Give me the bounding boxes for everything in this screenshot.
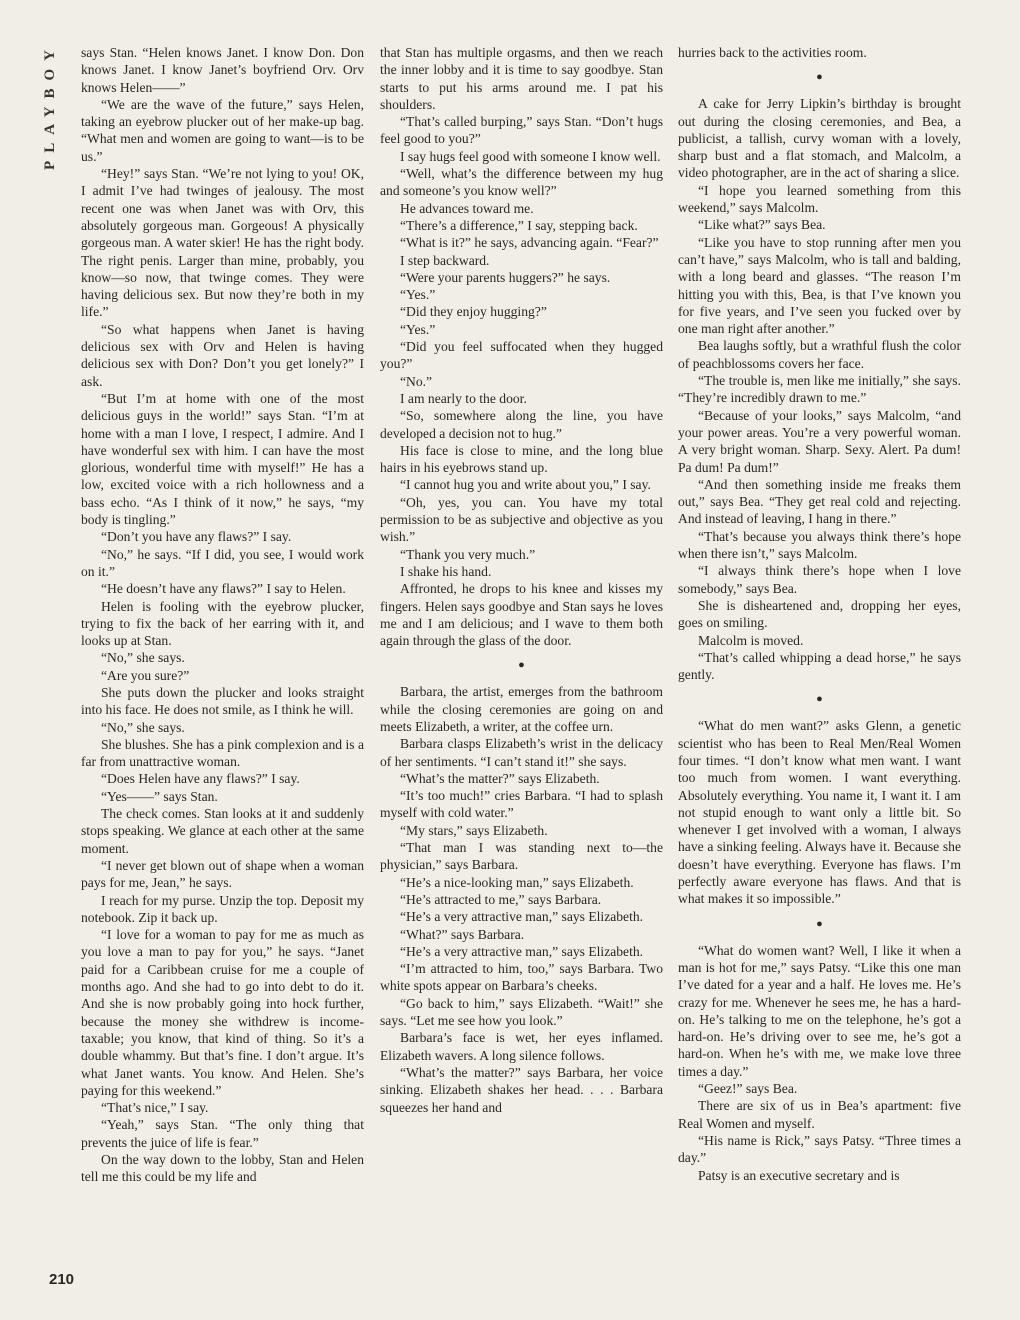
paragraph: She is disheartened and, dropping her eyes, goes on smiling. <box>678 597 961 631</box>
paragraph: “What’s the matter?” says Elizabeth. <box>400 770 600 786</box>
paragraph: “No,” she says. <box>101 650 185 666</box>
paragraph: “Thank you very much.” <box>400 546 536 562</box>
paragraph: “Like you have to stop running after men you can’t have,” says Malcolm, who is tall and balding, with a long beard and glasses. “The reason I’m hitting you with this, Bea, is that I’ve known you for five years, and I’ve seen you fucked over by one man right after another.” <box>678 234 961 337</box>
section-bullet: ● <box>518 659 525 672</box>
paragraph: “I cannot hug you and write about you,” I say. <box>400 477 651 493</box>
paragraph: Bea laughs softly, but a wrathful flush the color of peachblossoms covers her face. <box>678 338 961 371</box>
paragraph: “Did they enjoy hugging?” <box>400 304 547 320</box>
paragraph: “He’s a very attractive man,” says Elizabeth. <box>400 909 644 925</box>
paragraph: “Does Helen have any flaws?” I say. <box>101 771 300 787</box>
paragraph: “What do men want?” asks Glenn, a genetic scientist who has been to Real Men/Real Women four times. “I don’t know what men want. I want too much from women. I want everything. Absolutely everything. You name it, I want it. I am not stupid enough to want only a little bit. So whenever I get involved with a woman, I always have a sinking feeling. Always have it. Because she doesn’t have everything. Everyone has flaws. I’m perfectly aware everyone has flaws. And that is what makes it so impossible.” <box>678 718 961 907</box>
paragraph: “So, somewhere along the line, you have developed a decision not to hug.” <box>380 408 663 441</box>
paragraph: “The trouble is, men like me initially,” she says. “They’re incredibly drawn to me.” <box>678 373 961 406</box>
paragraph: “He doesn’t have any flaws?” I say to Helen. <box>101 581 346 597</box>
paragraph: “It’s too much!” cries Barbara. “I had to splash myself with cold water.” <box>380 788 663 821</box>
paragraph: Helen is fooling with the eyebrow plucker, trying to fix the back of her earring with it, and looks up at Stan. <box>81 598 364 649</box>
paragraph: “Were your parents huggers?” he says. <box>400 269 611 285</box>
paragraph: Patsy is an executive secretary and is <box>698 1167 900 1183</box>
magazine-name: PLAYBOY <box>42 42 58 170</box>
paragraph: that Stan has multiple orgasms, and then we reach the inner lobby and it is time to say goodbye. Stan starts to put his arms around me. I pat his shoulders. <box>380 45 663 112</box>
paragraph: Barbara clasps Elizabeth’s wrist in the delicacy of her sentiments. “I can’t stand it!” she says. <box>380 736 663 769</box>
paragraph: Malcolm is moved. <box>698 632 804 648</box>
paragraph: I reach for my purse. Unzip the top. Deposit my notebook. Zip it back up. <box>81 892 364 925</box>
paragraph: “Yes.” <box>400 321 436 337</box>
paragraph: “What is it?” he says, advancing again. “Fear?” <box>400 235 659 251</box>
paragraph: “Yes.” <box>400 287 436 303</box>
paragraph: She blushes. She has a pink complexion and is a far from unattractive woman. <box>81 736 364 770</box>
paragraph: “And then something inside me freaks them out,” says Bea. “They get real cold and rejecting. And instead of leaving, I hang in there.” <box>678 476 961 527</box>
paragraph: “But I’m at home with one of the most delicious guys in the world!” says Stan. “I’m at home with a man I love, I respect, I admire. And I have wonderful sex with him. I can have the most glorious, wonderful time with myself!” He has a low, excited voice with a rich hollowness and a bass echo. “As I think of it now,” he says, “my body is tingling.” <box>81 390 364 528</box>
paragraph: He advances toward me. <box>400 200 534 216</box>
paragraph: “Yes——” says Stan. <box>101 788 218 804</box>
paragraph: “His name is Rick,” says Patsy. “Three times a day.” <box>678 1132 961 1166</box>
paragraph: hurries back to the activities room. <box>678 45 867 60</box>
paragraph: I say hugs feel good with someone I know well. <box>400 148 661 164</box>
paragraph: His face is close to mine, and the long blue hairs in his eyebrows stand up. <box>380 442 663 476</box>
paragraph: The check comes. Stan looks at it and suddenly stops speaking. We glance at each other at the same moment. <box>81 806 364 856</box>
paragraph: There are six of us in Bea’s apartment: five Real Women and myself. <box>678 1098 961 1131</box>
paragraph: I am nearly to the door. <box>400 390 527 406</box>
paragraph: “Are you sure?” <box>101 667 190 683</box>
page-gutter <box>24 0 74 1320</box>
paragraph: I shake his hand. <box>400 563 492 579</box>
paragraph: A cake for Jerry Lipkin’s birthday is brought out during the closing ceremonies, and Bea, a publicist, a tallish, curvy woman with a lovely, sharp bust and a flat stomach, and Malcolm, a video photographer, are in the act of sharing a slice. <box>678 96 961 181</box>
paragraph: “He’s attracted to me,” says Barbara. <box>400 891 602 907</box>
paragraph: Barbara’s face is wet, her eyes inflamed. Elizabeth wavers. A long silence follows. <box>380 1030 663 1063</box>
paragraph: says Stan. “Helen knows Janet. I know Don. Don knows Janet. I know Janet’s boyfriend Orv. Orv knows Helen——” <box>81 45 364 95</box>
paragraph: “I’m attracted to him, too,” says Barbara. Two white spots appear on Barbara’s cheeks. <box>380 961 663 994</box>
paragraph: “What’s the matter?” says Barbara, her voice sinking. Elizabeth shakes her head. . . . Barbara squeezes her hand and <box>380 1064 663 1115</box>
paragraph: “What?” says Barbara. <box>400 926 525 942</box>
paragraph: “That’s called whipping a dead horse,” he says gently. <box>678 649 961 683</box>
paragraph: “That man I was standing next to—the physician,” says Barbara. <box>380 840 663 873</box>
paragraph: “That’s nice,” I say. <box>101 1100 209 1116</box>
paragraph: “There’s a difference,” I say, stepping back. <box>400 217 638 233</box>
paragraph: “So what happens when Janet is having delicious sex with Orv and Helen is having delicious sex with Don? Don’t you get lonely?” I ask. <box>81 321 364 389</box>
paragraph: She puts down the plucker and looks straight into his face. He does not smile, as I think he will. <box>81 684 364 718</box>
paragraph: “No,” she says. <box>101 719 185 735</box>
paragraph: “What do women want? Well, I like it when a man is hot for me,” says Patsy. “Like this one man I’ve dated for a year and a half. He loves me. He’s crazy for me. Whenever he sees me, he has a hard-on. He’s talking to me on the telephone, he’s got a hard-on. He’s driving over to see me, he’s got a hard-on. When he’s with me, we make love three times a day.” <box>678 942 961 1079</box>
paragraph: Affronted, he drops to his knee and kisses my fingers. Helen says goodbye and Stan says he loves me and I am delicious; and I wave to them both again through the glass of the door. <box>380 581 663 649</box>
section-bullet: ● <box>816 693 823 706</box>
paragraph: “My stars,” says Elizabeth. <box>400 822 548 838</box>
paragraph: “Well, what’s the difference between my hug and someone’s you know well?” <box>380 166 663 199</box>
paragraph: “I never get blown out of shape when a woman pays for me, Jean,” he says. <box>81 857 364 891</box>
page-number: 210 <box>49 1271 75 1288</box>
text-column-3 <box>678 44 961 1184</box>
paragraph: “That’s called burping,” says Stan. “Don’t hugs feel good to you?” <box>380 114 663 147</box>
section-bullet: ● <box>816 917 823 930</box>
paragraph: “He’s a nice-looking man,” says Elizabeth. <box>400 874 634 890</box>
paragraph: “Yeah,” says Stan. “The only thing that prevents the juice of life is fear.” <box>81 1117 364 1150</box>
paragraph: “Because of your looks,” says Malcolm, “and your power areas. You’re a very powerful woman. A very bright woman. Sharp. Sexy. Alert. Pa dum! Pa dum! Pa dum!” <box>678 407 961 475</box>
paragraph: “Geez!” says Bea. <box>698 1081 798 1097</box>
paragraph: Barbara, the artist, emerges from the bathroom while the closing ceremonies are going on and meets Elizabeth, a writer, at the coffee urn. <box>380 684 663 734</box>
paragraph: “No,” he says. “If I did, you see, I would work on it.” <box>81 546 364 579</box>
paragraph: “He’s a very attractive man,” says Elizabeth. <box>400 943 644 959</box>
paragraph: “Did you feel suffocated when they hugged you?” <box>380 339 663 372</box>
paragraph: “Like what?” says Bea. <box>698 217 826 233</box>
paragraph: “I hope you learned something from this weekend,” says Malcolm. <box>678 182 961 216</box>
text-column-1 <box>81 44 364 1186</box>
paragraph: On the way down to the lobby, Stan and Helen tell me this could be my life and <box>81 1152 364 1185</box>
paragraph: “Don’t you have any flaws?” I say. <box>101 529 292 545</box>
paragraph: “Hey!” says Stan. “We’re not lying to you! OK, I admit I’ve had twinges of jealousy. The most recent one was when Janet was with Orv, this absolutely gorgeous man. Gorgeous! A physically gorgeous man. A water skier! He has the right body. The right penis. Larger than mine, probably, you know—so now, that twinge comes. They were having delicious sex. But now they’re both in my life.” <box>81 166 364 320</box>
text-column-2 <box>380 44 663 1116</box>
paragraph: I step backward. <box>400 252 490 268</box>
paragraph: “That’s because you always think there’s hope when there isn’t,” says Malcolm. <box>678 528 961 562</box>
paragraph: “No.” <box>400 373 433 389</box>
paragraph: “I love for a woman to pay for me as much as you love a man to pay for you,” he says. “Janet paid for a Caribbean cruise for me a couple of months ago. And she had to go into debt to do it. And she is now probably going into hock further, because the money she withdrew is income-taxable; you know, that kind of thing. So it’s a double whammy. But that’s fine. I don’t argue. It’s what Janet wants. You know. And Helen. She’s paying for this weekend.” <box>81 927 364 1098</box>
paragraph: “I always think there’s hope when I love somebody,” says Bea. <box>678 563 961 596</box>
paragraph: “We are the wave of the future,” says Helen, taking an eyebrow plucker out of her make-up bag. “What men and women are going to want—is to be us.” <box>81 96 364 164</box>
paragraph: “Go back to him,” says Elizabeth. “Wait!” she says. “Let me see how you look.” <box>380 995 663 1029</box>
section-bullet: ● <box>816 71 823 84</box>
paragraph: “Oh, yes, you can. You have my total permission to be as subjective and objective as you wish.” <box>380 494 663 545</box>
